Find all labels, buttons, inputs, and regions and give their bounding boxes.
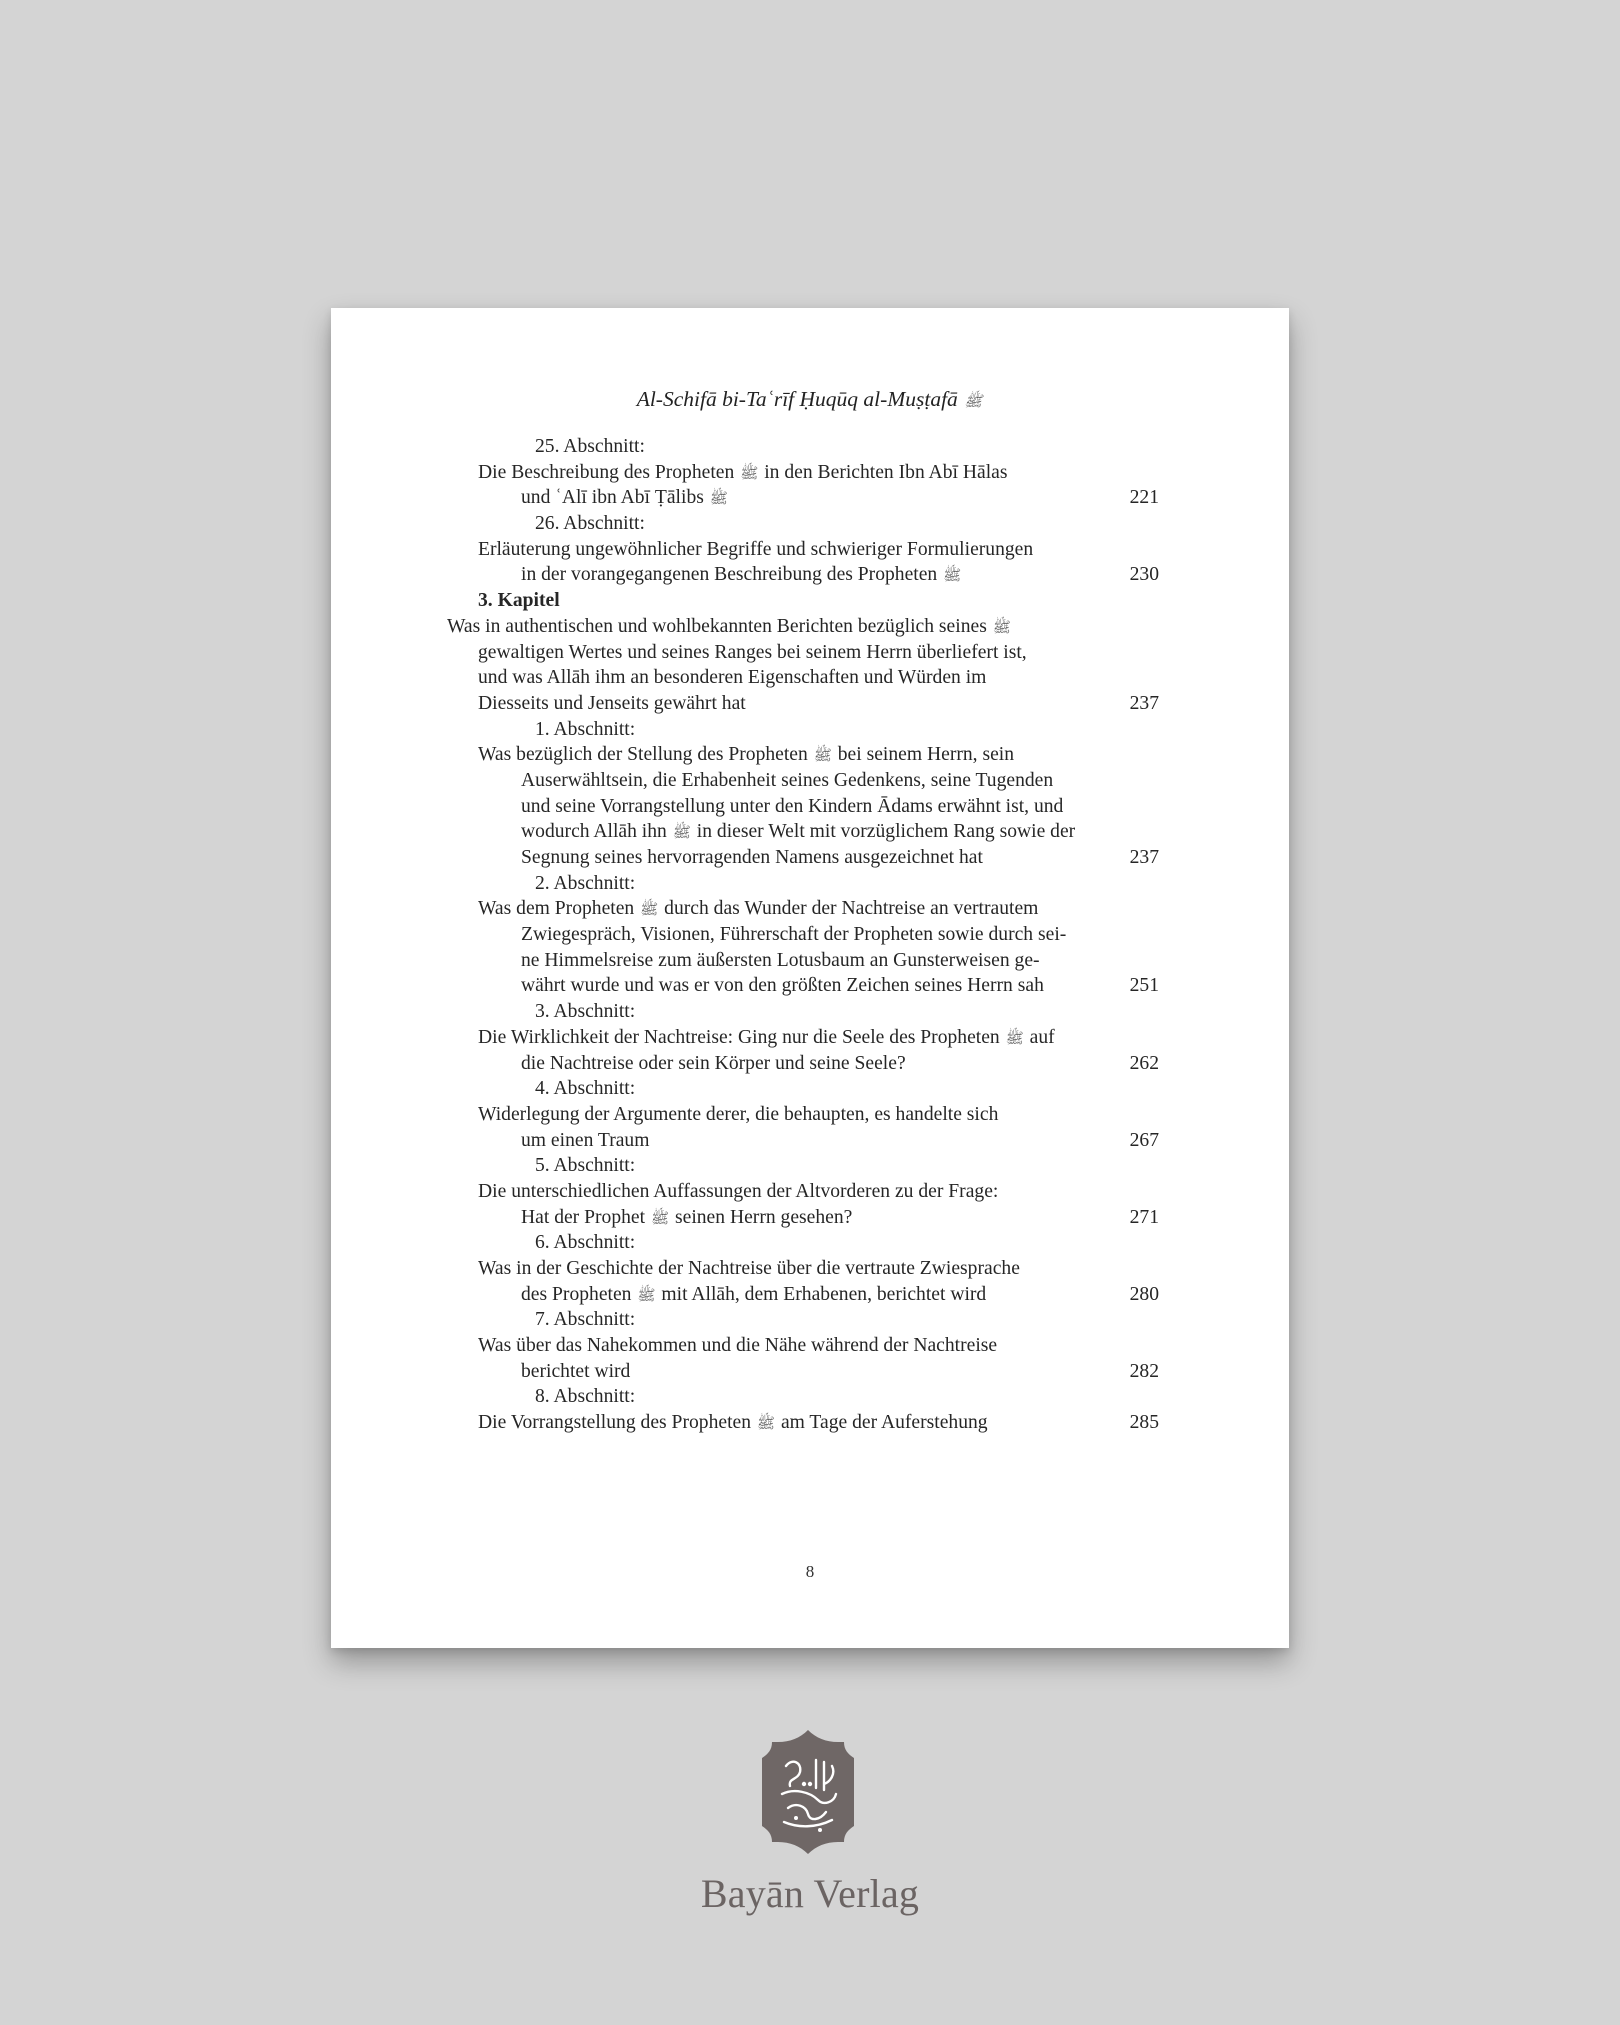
- toc-entry-label-continued: am Tage der Auferstehung: [780, 1412, 988, 1434]
- toc-entry-label-continued: in dieser Welt mit vorzüglichem Rang sowie der: [696, 821, 1076, 843]
- toc-entry-label: berichtet wird: [521, 1360, 631, 1382]
- toc-line: [331, 1333, 1289, 1359]
- toc-line: [331, 973, 1289, 999]
- toc-entry-label: Auserwähltsein, die Erhabenheit seines Gedenkens, seine Tugenden: [521, 769, 1054, 791]
- toc-entry-text: [535, 434, 645, 460]
- book-page: [331, 308, 1289, 1648]
- toc-entry-label: 3. Abschnitt:: [535, 1001, 636, 1023]
- toc-line: [331, 691, 1289, 717]
- toc-entry-label: Zwiegespräch, Visionen, Führerschaft der Propheten sowie durch sei-: [521, 924, 1067, 946]
- toc-line: [331, 896, 1289, 922]
- eulogy-icon: ﷺ: [650, 1210, 670, 1227]
- toc-entry-text: [521, 485, 729, 513]
- toc-entry-text: [478, 537, 1033, 563]
- toc-entry-label: Die unterschiedlichen Auffassungen der Altvorderen zu der Frage:: [478, 1180, 999, 1202]
- toc-entry-text: [535, 999, 635, 1025]
- toc-entry-text: [478, 742, 1014, 770]
- toc-page-number: 280: [1129, 1283, 1159, 1305]
- toc-entry-label: Segnung seines hervorragenden Namens ausgezeichnet hat: [521, 847, 983, 868]
- toc-entry-text: [478, 1333, 997, 1359]
- eulogy-icon: ﷺ: [813, 748, 832, 765]
- toc-entry-label: die Nachtreise oder sein Körper und seine Seele?: [521, 1052, 906, 1074]
- eulogy-icon: ﷺ: [740, 465, 759, 482]
- running-head-title: Al-Schifā bi-Taʿrīf Ḥuqūq al-Muṣṭafā: [636, 387, 958, 411]
- toc-page-number: 230: [1129, 564, 1159, 586]
- toc-line: [331, 1359, 1289, 1385]
- toc-entry-text: [521, 1359, 630, 1385]
- toc-entry-text: [521, 1051, 906, 1077]
- chapter-heading: [478, 588, 560, 614]
- eulogy-icon: ﷺ: [943, 568, 962, 585]
- toc-line: [331, 434, 1289, 460]
- toc-entry-text: [535, 1153, 635, 1179]
- toc-line: [331, 1179, 1289, 1205]
- toc-entry-text: [521, 819, 1075, 847]
- toc-entry-text: [535, 511, 645, 537]
- toc-entry-text: [478, 665, 986, 691]
- toc-entry-label-continued: bei seinem Herrn, sein: [837, 744, 1015, 766]
- toc-line: [331, 537, 1289, 563]
- toc-entry-label: Was bezüglich der Stellung des Propheten: [478, 744, 808, 766]
- toc-entry-label-continued: seinen Herrn gesehen?: [675, 1206, 853, 1228]
- toc-entry-label: 4. Abschnitt:: [535, 1078, 636, 1100]
- toc-entry-label: 25. Abschnitt:: [535, 436, 645, 457]
- toc-page-number: 221: [1129, 487, 1159, 509]
- toc-entry-label: des Propheten: [521, 1283, 632, 1305]
- toc-entry-text: [478, 640, 1027, 666]
- toc-line: [331, 922, 1289, 948]
- publisher-name: Bayān Verlag: [700, 1871, 920, 1916]
- toc-entry-text: [535, 871, 635, 897]
- toc-line: [331, 999, 1289, 1025]
- toc-entry-label: 6. Abschnitt:: [535, 1232, 636, 1254]
- toc-entry-label: 1. Abschnitt:: [535, 718, 636, 740]
- toc-entry-label: Was dem Propheten: [478, 898, 635, 920]
- eulogy-icon: ﷺ: [964, 394, 983, 410]
- toc-line: [331, 1102, 1289, 1128]
- toc-entry-text: [478, 1410, 988, 1438]
- toc-line: [331, 1282, 1289, 1308]
- eulogy-icon: ﷺ: [1005, 1030, 1024, 1047]
- toc-entry-label: und was Allāh ihm an besonderen Eigenschaften und Würden im: [478, 667, 987, 689]
- toc-page-number: 262: [1129, 1052, 1159, 1074]
- toc-line: [331, 1128, 1289, 1154]
- toc-entry-label: Was in der Geschichte der Nachtreise über die vertraute Zwiesprache: [478, 1258, 1020, 1279]
- toc-entry-label: 26. Abschnitt:: [535, 513, 645, 535]
- toc-line: [331, 1410, 1289, 1436]
- toc-entry-text: [521, 973, 1044, 999]
- toc-entry-label: wodurch Allāh ihn: [521, 821, 667, 843]
- toc-entry-text: [521, 1128, 649, 1154]
- toc-entry-label: Die Wirklichkeit der Nachtreise: Ging nur die Seele des Propheten: [478, 1026, 1000, 1048]
- page-number: 8: [805, 1562, 815, 1581]
- toc-entry-label: in der vorangegangenen Beschreibung des Propheten: [521, 564, 938, 586]
- toc-entry-text: [447, 614, 1012, 642]
- toc-line: [331, 948, 1289, 974]
- toc-entry-text: [521, 768, 1053, 794]
- toc-entry-text: [478, 1256, 1020, 1282]
- toc-line: [331, 819, 1289, 845]
- toc-entry-text: [478, 896, 1038, 924]
- toc-entry-label: und seine Vorrangstellung unter den Kindern Ādams erwähnt ist, und: [521, 795, 1064, 817]
- toc-entry-text: [521, 562, 962, 590]
- toc-entry-text: [521, 794, 1063, 820]
- eulogy-icon: ﷺ: [672, 825, 691, 842]
- toc-line: [331, 1230, 1289, 1256]
- toc-entry-label-continued: durch das Wunder der Nachtreise an vertrautem: [664, 898, 1039, 920]
- toc-line: [331, 1076, 1289, 1102]
- toc-entry-label: 8. Abschnitt:: [535, 1386, 636, 1408]
- toc-line: [331, 1307, 1289, 1333]
- toc-entry-text: [521, 948, 1040, 974]
- toc-entry-label-continued: auf: [1029, 1026, 1055, 1048]
- toc-line: [331, 1384, 1289, 1410]
- toc-entry-text: [478, 1025, 1055, 1053]
- toc-entry-text: [478, 1102, 998, 1128]
- toc-entry-text: [535, 1230, 635, 1256]
- toc-entry-label: gewaltigen Wertes und seines Ranges bei seinem Herrn überliefert ist,: [478, 641, 1027, 663]
- publisher-logo-icon: [758, 1728, 858, 1856]
- toc-entry-text: [535, 1307, 635, 1333]
- toc-entry-label-continued: in den Berichten Ibn Abī Hālas: [764, 461, 1008, 483]
- toc-entry-label: und ʿAlī ibn Abī Ṭālibs: [521, 487, 704, 509]
- toc-line: [331, 460, 1289, 486]
- toc-page-number: 251: [1129, 975, 1159, 997]
- toc-entry-label: Erläuterung ungewöhnlicher Begriffe und schwieriger Formulierungen: [478, 538, 1034, 560]
- toc-line: [331, 640, 1289, 666]
- toc-page-number: 285: [1129, 1412, 1159, 1434]
- eulogy-icon: ﷺ: [756, 1416, 776, 1433]
- toc-line: [331, 1256, 1289, 1282]
- toc-page-number: 237: [1129, 847, 1159, 868]
- toc-entry-text: [478, 1179, 998, 1205]
- toc-line: [331, 511, 1289, 537]
- toc-page-number: 267: [1129, 1129, 1159, 1151]
- toc-entry-label: Die Vorrangstellung des Propheten: [478, 1412, 752, 1434]
- eulogy-icon: ﷺ: [709, 491, 728, 508]
- toc-entry-label: 7. Abschnitt:: [535, 1309, 636, 1331]
- toc-entry-text: [535, 1076, 635, 1102]
- eulogy-icon: ﷺ: [637, 1287, 656, 1304]
- toc-line: [331, 794, 1289, 820]
- eulogy-icon: ﷺ: [640, 902, 659, 919]
- toc-line: [331, 1025, 1289, 1051]
- toc-entry-label: währt wurde und was er von den größten Zeichen seines Herrn sah: [521, 975, 1044, 997]
- toc-entry-label: Widerlegung der Argumente derer, die behaupten, es handelte sich: [478, 1103, 999, 1125]
- eulogy-icon: ﷺ: [992, 619, 1011, 636]
- toc-entry-label: um einen Traum: [521, 1129, 650, 1151]
- toc-entry-text: [521, 845, 983, 871]
- toc-entry-label: Hat der Prophet: [521, 1206, 646, 1228]
- toc-line: [331, 1153, 1289, 1179]
- toc-line: [331, 1205, 1289, 1231]
- toc-entry-text: [521, 922, 1066, 948]
- toc-entry-text: [521, 1205, 852, 1233]
- toc-entry-text: [535, 1384, 635, 1410]
- toc-entry-text: [521, 1282, 986, 1310]
- toc-line: [331, 665, 1289, 691]
- toc-line: [331, 845, 1289, 871]
- toc-line: [331, 717, 1289, 743]
- toc-entry-label: 2. Abschnitt:: [535, 872, 636, 894]
- running-head: [331, 387, 1289, 414]
- toc-page-number: 237: [1129, 692, 1159, 714]
- toc-line: [331, 485, 1289, 511]
- toc-line: [331, 1051, 1289, 1077]
- toc-line: [331, 871, 1289, 897]
- toc-line: [331, 742, 1289, 768]
- toc-entry-label: Die Beschreibung des Propheten: [478, 461, 735, 483]
- toc-entry-text: [478, 460, 1007, 488]
- toc-entry-label: Was in authentischen und wohlbekannten Berichten bezüglich seines: [447, 615, 987, 637]
- toc-entry-text: [535, 717, 635, 743]
- table-of-contents: [331, 434, 1289, 1436]
- toc-entry-label-continued: mit Allāh, dem Erhabenen, berichtet wird: [661, 1283, 987, 1305]
- toc-entry-label: 3. Kapitel: [478, 590, 560, 612]
- toc-line: [331, 614, 1289, 640]
- toc-entry-label: Was über das Nahekommen und die Nähe während der Nachtreise: [478, 1335, 998, 1357]
- toc-entry-text: [478, 691, 746, 717]
- toc-line: [331, 562, 1289, 588]
- toc-page-number: 282: [1129, 1360, 1159, 1382]
- toc-entry-label: Diesseits und Jenseits gewährt hat: [478, 692, 746, 714]
- toc-line: [331, 588, 1289, 614]
- toc-page-number: 271: [1129, 1206, 1159, 1228]
- toc-entry-label: 5. Abschnitt:: [535, 1155, 636, 1177]
- toc-entry-label: ne Himmelsreise zum äußersten Lotusbaum an Gunsterweisen ge-: [521, 949, 1040, 971]
- toc-line: [331, 768, 1289, 794]
